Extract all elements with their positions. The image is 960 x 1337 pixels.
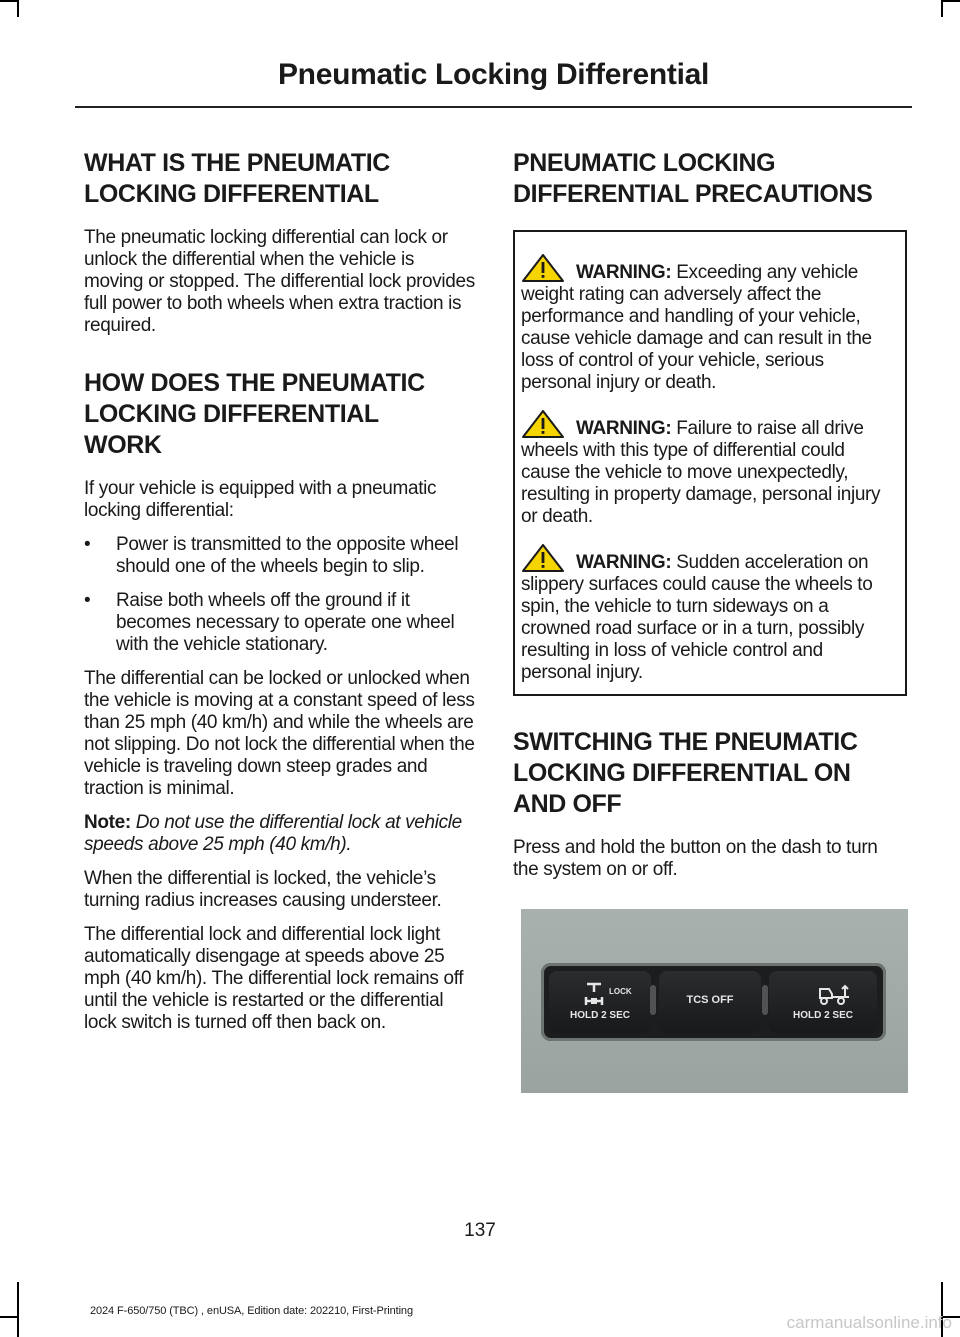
- heading-line: HOW DOES THE PNEUMATIC: [84, 369, 425, 397]
- axle-switch: [769, 971, 877, 1033]
- heading-line: DIFFERENTIAL PRECAUTIONS: [513, 180, 873, 208]
- note-label: Note:: [84, 812, 131, 833]
- crop-mark: [941, 0, 943, 17]
- warning-item: [521, 254, 896, 394]
- lock-tag: LOCK: [609, 987, 632, 996]
- warning-text: Failure to raise all drive wheels with this type of differential could cause the vehicle to move unexpectedly, resulting in property damage, personal injury or death.: [521, 418, 881, 527]
- switch-panel: [541, 963, 886, 1041]
- truck-axle-icon: [817, 983, 853, 1007]
- warning-item: [521, 544, 896, 684]
- note-text: Do not use the differential lock at vehicle speeds above 25 mph (40 km/h).: [84, 812, 462, 855]
- section-heading-switching: [513, 727, 907, 820]
- heading-line: LOCKING DIFFERENTIAL ON: [513, 759, 851, 787]
- switch-divider: [762, 985, 768, 1015]
- paragraph: If your vehicle is equipped with a pneumatic locking differential:: [84, 478, 437, 521]
- left-column: [84, 148, 476, 1034]
- warning-box: [513, 230, 907, 696]
- bullet-list: [84, 534, 476, 656]
- warning-label: WARNING:: [575, 418, 672, 439]
- section-heading-how-does: [84, 368, 476, 461]
- switch-divider: [650, 985, 656, 1015]
- warning-triangle-icon: [521, 254, 571, 282]
- switch-label: HOLD 2 SEC: [569, 1010, 630, 1021]
- crop-mark: [0, 0, 17, 2]
- footer-edition: 2024 F-650/750 (TBC) , enUSA, Edition date: 202210, First-Printing: [90, 1305, 413, 1317]
- heading-line: WORK: [84, 431, 162, 459]
- list-item: [84, 590, 476, 656]
- list-item-text: Raise both wheels off the ground if it becomes necessary to operate one wheel with the vehicle stationary.: [116, 590, 455, 655]
- paragraph: The differential can be locked or unlocked when the vehicle is moving at a constant speed of less than 25 mph (40 km/h) and while the wheels are not slipping. Do not lock the differential when the vehicle is traveling down steep grades and traction is minimal.: [84, 668, 475, 799]
- heading-line: WHAT IS THE PNEUMATIC: [84, 149, 390, 177]
- crop-mark: [17, 1282, 19, 1337]
- warning-triangle-icon: [521, 544, 571, 572]
- page-number: 137: [464, 1220, 496, 1241]
- crop-mark: [943, 0, 960, 2]
- section-heading-precautions: [513, 148, 907, 210]
- tcs-off-switch: [659, 971, 761, 1033]
- warning-text: Exceeding any vehicle weight rating can adversely affect the performance and handling of your vehicle, cause vehicle damage and can result in the loss of control of your vehicle, serious personal injury or death.: [521, 262, 872, 393]
- right-column: [513, 148, 907, 1093]
- heading-line: LOCKING DIFFERENTIAL: [84, 400, 379, 428]
- section-heading-what-is: [84, 148, 476, 210]
- header-divider: [75, 106, 912, 108]
- crop-mark: [17, 0, 19, 17]
- watermark: carmanualsonline.info: [786, 1313, 952, 1332]
- bullet-icon: •: [84, 590, 91, 611]
- note: [84, 812, 476, 856]
- warning-triangle-icon: [521, 410, 571, 438]
- dash-switch-figure: [521, 909, 908, 1093]
- switch-label: HOLD 2 SEC: [792, 1010, 853, 1021]
- paragraph: The pneumatic locking differential can lock or unlock the differential when the vehicle is moving or stopped. The differential lock provides full power to both wheels when extra traction is required.: [84, 227, 475, 336]
- switch-label: TCS OFF: [686, 994, 734, 1006]
- paragraph: Press and hold the button on the dash to turn the system on or off.: [513, 837, 878, 880]
- paragraph: When the differential is locked, the vehicle’s turning radius increases causing understeer.: [84, 868, 442, 911]
- bullet-icon: •: [84, 534, 91, 555]
- differential-lock-switch: [549, 971, 651, 1033]
- list-item: [84, 534, 476, 578]
- paragraph: The differential lock and differential lock light automatically disengage at speeds above 25 mph (40 km/h). The differential lock remains off until the vehicle is restarted or the differential lock switch is turned off then back on.: [84, 924, 464, 1033]
- warning-item: [521, 410, 896, 528]
- warning-label: WARNING:: [575, 552, 672, 573]
- differential-lock-icon: [583, 982, 605, 1006]
- warning-text: Sudden acceleration on slippery surfaces could cause the wheels to spin, the vehicle to turn sideways on a crowned road surface or in a turn, possibly resulting in loss of vehicle control and personal injury.: [521, 552, 873, 683]
- heading-line: AND OFF: [513, 790, 622, 818]
- heading-line: PNEUMATIC LOCKING: [513, 149, 776, 177]
- page-title: Pneumatic Locking Differential: [277, 58, 710, 91]
- list-item-text: Power is transmitted to the opposite wheel should one of the wheels begin to slip.: [116, 534, 459, 577]
- crop-mark: [0, 1316, 17, 1318]
- heading-line: LOCKING DIFFERENTIAL: [84, 180, 379, 208]
- warning-label: WARNING:: [575, 262, 672, 283]
- heading-line: SWITCHING THE PNEUMATIC: [513, 728, 858, 756]
